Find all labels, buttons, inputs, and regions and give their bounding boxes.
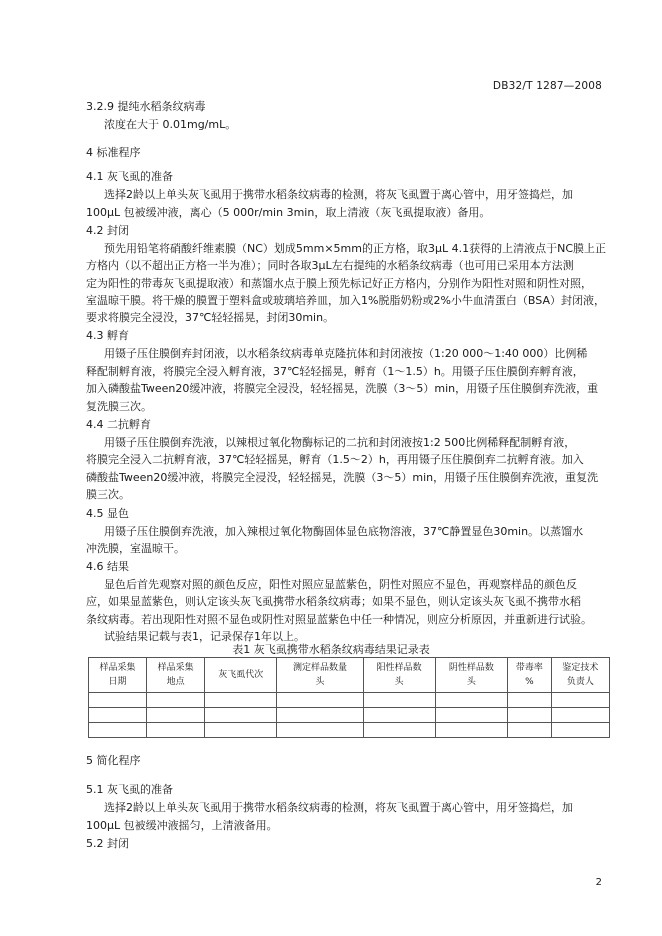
section-4-1-line: 选择2龄以上单头灰飞虱用于携带水稻条纹病毒的检测，将灰飞虱置于离心管中，用牙签捣烂，加 — [104, 188, 573, 201]
result-record-table — [88, 657, 610, 738]
section-4-6-line: 试验结果记载与表1，记录保存1年以上。 — [104, 630, 305, 643]
header-cell: 鉴定技术 负责人 — [551, 658, 609, 693]
section-4-4-title: 4.4 二抗孵育 — [86, 418, 151, 431]
header-cell: 测定样品数量 头 — [277, 658, 363, 693]
header-cell: 阴性样品数 头 — [435, 658, 507, 693]
section-4-3-title: 4.3 孵育 — [86, 329, 129, 342]
header-cell: 样品采集 地点 — [147, 658, 205, 693]
section-4-2-line: 定为阳性的带毒灰飞虱提取液）和蒸馏水点于膜上预先标记好正方格内，分别作为阳性对照和阴性对照， — [86, 277, 592, 290]
table-row — [89, 723, 610, 738]
section-4-3-line: 复洗膜三次。 — [86, 400, 152, 413]
section-4-5-title: 4.5 显色 — [86, 507, 129, 520]
section-4-2-line: 室温晾干膜。将干燥的膜置于塑料盒或玻璃培养皿，加入1%脱脂奶粉或2%小牛血清蛋白（BSA）封闭液， — [86, 294, 605, 307]
table-header-row — [89, 658, 610, 693]
page-number: 2 — [595, 877, 602, 888]
section-4-6-line: 条纹病毒。若出现阳性对照不显色或阴性对照显蓝紫色中任一种情况，则应分析原因，并重新进行试验。 — [86, 613, 592, 626]
section-4-2-line: 要求将膜完全浸没，37℃轻轻摇晃，封闭30min。 — [86, 311, 335, 324]
section-4-1-line: 100μL 包被缓冲液，离心（5 000r/min 3min，取上清液（灰飞虱提取液）备用。 — [86, 206, 491, 219]
section-4-1-title: 4.1 灰飞虱的准备 — [86, 170, 173, 183]
section-4-6-line: 显色后首先观察对照的颜色反应，阳性对照应显蓝紫色，阴性对照应不显色，再观察样品的颜色反 — [104, 578, 577, 591]
section-5-1-line: 100μL 包被缓冲液摇匀，上清液备用。 — [86, 819, 278, 832]
table-row — [89, 708, 610, 723]
section-4-4-line: 膜三次。 — [86, 488, 130, 501]
section-5-2-title: 5.2 封闭 — [86, 837, 129, 850]
section-5-title: 5 简化程序 — [86, 754, 141, 767]
section-3-2-9-title: 3.2.9 提纯水稻条纹病毒 — [86, 100, 206, 113]
table-caption: 表1 灰飞虱携带水稻条纹病毒结果记录表 — [232, 643, 430, 656]
header-cell: 样品采集 日期 — [89, 658, 147, 693]
section-4-3-line: 加入磷酸盐Tween20缓冲液，将膜完全浸没，轻轻摇晃，洗膜（3～5）min，用镊子压住膜倒弃洗液，重 — [86, 382, 599, 395]
section-4-3-line: 释配制孵育液，将膜完全浸入孵育液，37℃轻轻摇晃，孵育（1～1.5）h。用镊子压住膜倒弃孵育液， — [86, 365, 584, 378]
section-5-1-line: 选择2龄以上单头灰飞虱用于携带水稻条纹病毒的检测，将灰飞虱置于离心管中，用牙签捣烂，加 — [104, 801, 573, 814]
section-4-2-line: 方格内（以不超出正方格一半为准）；同时各取3μL左右提纯的水稻条纹病毒（也可用已采用本方法测 — [86, 259, 574, 272]
section-4-4-line: 将膜完全浸入二抗孵育液，37℃轻轻摇晃，孵育（1.5～2）h，再用镊子压住膜倒弃二抗孵育液。加入 — [86, 453, 584, 466]
section-4-5-line: 用镊子压住膜倒弃洗液，加入辣根过氧化物酶固体显色底物溶液，37℃静置显色30min。以蒸馏水 — [104, 525, 584, 538]
section-4-2-line: 预先用铅笔将硝酸纤维素膜（NC）划成5mm×5mm的正方格，取3μL 4.1获得的上清液点于NC膜上正 — [104, 242, 607, 255]
header-cell: 灰飞虱代次 — [205, 658, 277, 693]
section-4-5-line: 冲洗膜，室温晾干。 — [86, 542, 185, 555]
section-4-2-title: 4.2 封闭 — [86, 224, 129, 237]
section-4-6-title: 4.6 结果 — [86, 560, 129, 573]
section-4-4-line: 磷酸盐Tween20缓冲液，将膜完全浸没，轻轻摇晃，洗膜（3～5）min，用镊子压住膜倒弃洗液，重复洗 — [86, 471, 599, 484]
section-4-4-line: 用镊子压住膜倒弃洗液，以辣根过氧化物酶标记的二抗和封闭液按1:2 500比例稀释配制孵育液， — [104, 436, 576, 449]
standard-code: DB32/T 1287—2008 — [492, 80, 602, 92]
section-4-6-line: 应，如果显蓝紫色，则认定该头灰飞虱携带水稻条纹病毒；如果不显色，则认定该头灰飞虱不携带水稻 — [86, 595, 581, 608]
section-5-1-title: 5.1 灰飞虱的准备 — [86, 783, 173, 796]
header-cell: 带毒率 % — [507, 658, 551, 693]
section-4-title: 4 标准程序 — [86, 146, 141, 159]
table-row — [89, 693, 610, 708]
header-cell: 阳性样品数 头 — [363, 658, 435, 693]
section-3-2-9-text: 浓度在大于 0.01mg/mL。 — [104, 118, 237, 131]
section-4-3-line: 用镊子压住膜倒弃封闭液，以水稻条纹病毒单克隆抗体和封闭液按（1:20 000～1:40 000）比例稀 — [104, 347, 588, 360]
